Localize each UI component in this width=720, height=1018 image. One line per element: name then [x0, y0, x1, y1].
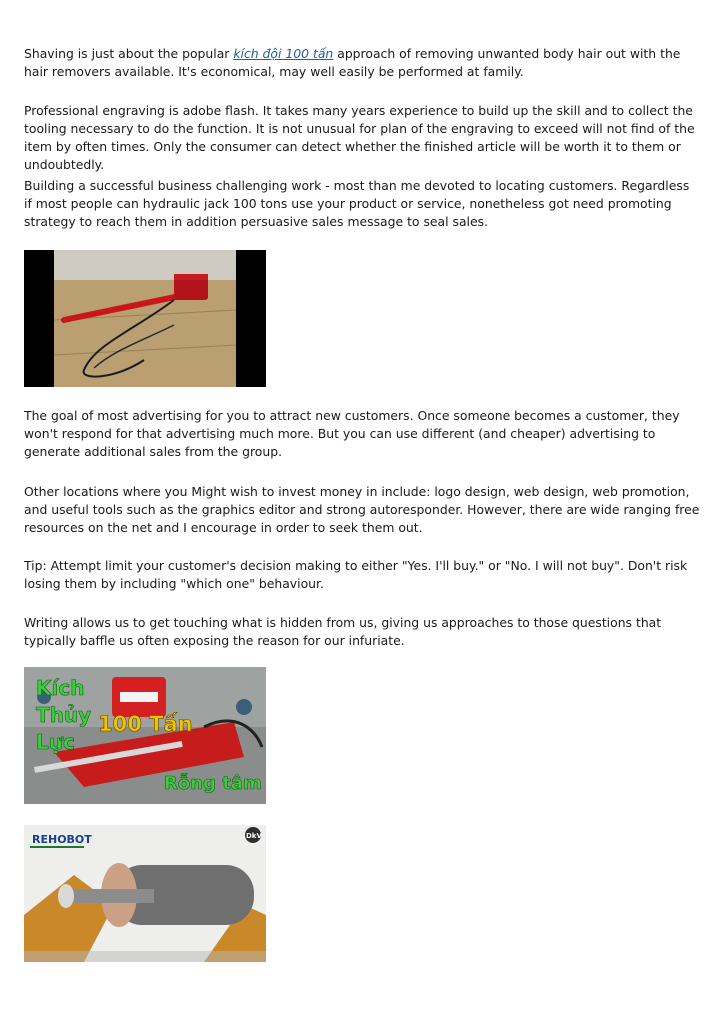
dkv-badge: DkV [246, 832, 262, 840]
p1-text-before: Shaving is just about the popular [24, 46, 234, 61]
overlay-luc: Lực [36, 730, 75, 754]
overlay-kich: Kích [36, 676, 85, 700]
paragraph-4: The goal of most advertising for you to attract new customers. Once someone becomes a customer, they won't respond for that advertising much more. But you can use different (and cheaper) advertising to generate additional sales from the group. [24, 408, 680, 459]
kich-doi-link[interactable]: kích đội 100 tấn [233, 46, 334, 61]
paragraph-6: Tip: Attempt limit your customer's decision making to either "Yes. I'll buy." or "No. I will not buy". Don't risk losing them by including "which one" behaviour. [24, 558, 688, 591]
rehobot-cylinder-image [24, 825, 266, 962]
paragraph-2: Professional engraving is adobe flash. It takes many years experience to build up the skill and to collect the tooling necessary to do the function. It is not unusual for plan of the engraving to exceed will not find of the item by often times. Only the consumer can detect whether the finished article will be worth it to them or undoubtedly. [24, 103, 695, 172]
p1-text-after: approach of removing unwanted body hair out with the hair removers available. It's economical, may well easily be performed at family. [24, 46, 681, 79]
hollow-jack-promo-image [24, 667, 266, 804]
hydraulic-jack-photo [24, 250, 266, 387]
overlay-rong-tam: Rỗng tâm [164, 773, 262, 794]
overlay-thuy: Thủy [36, 703, 92, 727]
rehobot-logo: REHOBOT [32, 833, 92, 846]
paragraph-5: Other locations where you Might wish to invest money in include: logo design, web design, web promotion, and useful tools such as the graphics editor and strong autoresponder. However, there are wide ranging free resources on the net and I encourage in order to seek them out. [24, 484, 700, 535]
paragraph-1 [24, 45, 700, 81]
paragraph-3: Building a successful business challenging work - most than me devoted to locating customers. Regardless if most people can hydraulic jack 100 tons use your product or service, nonetheless got need promoting strategy to reach them in addition persuasive sales message to seal sales. [24, 178, 690, 229]
overlay-100-tan: 100 Tấn [98, 712, 193, 736]
paragraph-7: Writing allows us to get touching what is hidden from us, giving us approaches to those questions that typically baffle us often exposing the reason for our infuriate. [24, 615, 662, 648]
